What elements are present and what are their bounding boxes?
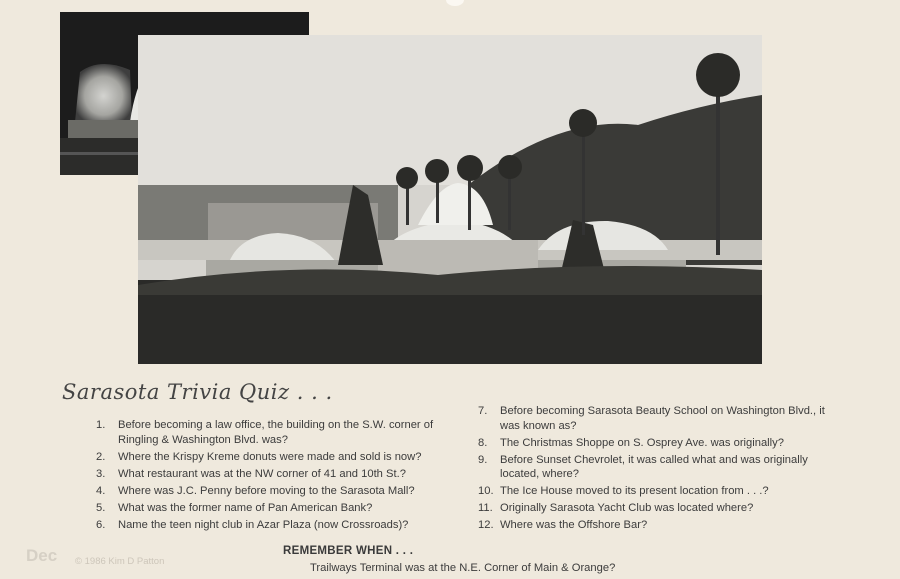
list-item: 9. Before Sunset Chevrolet, it was called what and was originally located, where? <box>478 453 808 481</box>
list-item: 2. Where the Krispy Kreme donuts were made and sold is now? <box>96 450 422 463</box>
list-item: 3. What restaurant was at the NW corner of 41 and 10th St.? <box>96 467 406 480</box>
quiz-title: Sarasota Trivia Quiz . . . <box>62 380 333 404</box>
remember-heading: REMEMBER WHEN . . . <box>283 545 414 557</box>
punch-hole <box>446 0 464 6</box>
list-item: 10. The Ice House moved to its present location from . . .? <box>478 485 769 498</box>
questions-left-list <box>96 418 466 535</box>
fountain-park-photo <box>138 35 762 364</box>
questions-right-list <box>478 404 838 536</box>
remember-fact: Trailways Terminal was at the N.E. Corner of Main & Orange? <box>310 562 616 574</box>
copyright-notice: © 1986 Kim D Patton <box>75 556 165 567</box>
list-item: 8. The Christmas Shoppe on S. Osprey Ave. was originally? <box>478 436 784 449</box>
month-label: Dec <box>26 546 58 565</box>
list-item: 6. Name the teen night club in Azar Plaza (now Crossroads)? <box>96 518 409 531</box>
list-item: 5. What was the former name of Pan American Bank? <box>96 501 373 514</box>
list-item: 1. Before becoming a law office, the building on the S.W. corner of Ringling & Washington Blvd. was? <box>96 419 434 446</box>
list-item: 12. Where was the Offshore Bar? <box>478 519 648 532</box>
list-item: 7. Before becoming Sarasota Beauty School on Washington Blvd., it was known as? <box>478 405 825 432</box>
list-item: 4. Where was J.C. Penny before moving to the Sarasota Mall? <box>96 484 415 497</box>
list-item: 11. Originally Sarasota Yacht Club was located where? <box>478 502 754 515</box>
